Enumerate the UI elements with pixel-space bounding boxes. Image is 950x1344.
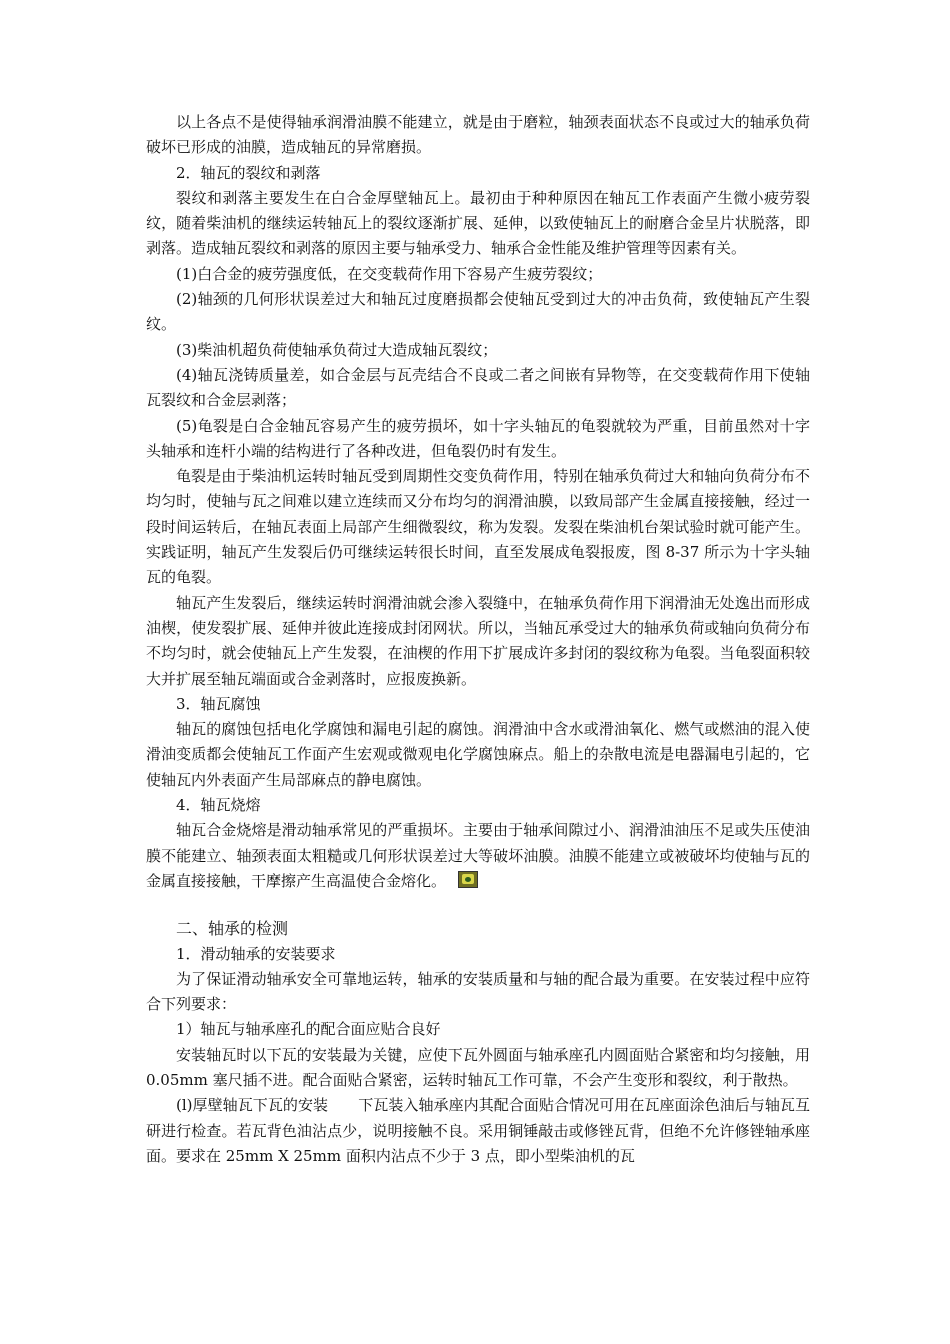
paragraph: 轴瓦产生发裂后，继续运转时润滑油就会渗入裂缝中，在轴承负荷作用下润滑油无处逸出而形成油楔，使发裂扩展、延伸并彼此连接成封闭网状。所以，当轴瓦承受过大的轴承负荷或轴向负荷分布不均匀时，就会使轴瓦上产生发裂，在油楔的作用下扩展成许多封闭的裂纹称为龟裂。当龟裂面积较大并扩展至轴瓦端面或合金剥落时，应报废换新。 xyxy=(146,593,810,688)
paragraph: 为了保证滑动轴承安全可靠地运转，轴承的安装质量和与轴的配合最为重要。在安装过程中应符合下列要求： xyxy=(146,969,810,1014)
paragraph: (l)厚壁轴瓦下瓦的安装 下瓦装入轴承座内其配合面贴合情况可用在瓦座面涂色油后与轴瓦互研进行检查。若瓦背色油沾点少，说明接触不良。采用铜锤敲击或修锉瓦背，但绝不允许修锉轴承座面。要求在 25mm X 25mm 面积内沾点不少于 3 点，即小型柴油机的瓦 xyxy=(146,1096,810,1165)
subheading: 4．轴瓦烧熔 xyxy=(176,796,261,815)
list-item: (2)轴颈的几何形状误差过大和轴瓦过度磨损都会使轴瓦受到过大的冲击负荷，致使轴瓦产生裂纹。 xyxy=(146,290,810,334)
paragraph: 安装轴瓦时以下瓦的安装最为关键，应使下瓦外圆面与轴承座孔内圆面贴合紧密和均匀接触，用 0.05mm 塞尺插不进。配合面贴合紧密，运转时轴瓦工作可靠，不会产生变形和裂纹，利于散热。 xyxy=(146,1045,810,1089)
list-item: (3)柴油机超负荷使轴承负荷过大造成轴瓦裂纹； xyxy=(176,340,498,359)
subheading: 1）轴瓦与轴承座孔的配合面应贴合良好 xyxy=(176,1020,441,1039)
list-item: (1)白合金的疲劳强度低，在交变载荷作用下容易产生疲劳裂纹； xyxy=(176,264,603,283)
paragraph: 以上各点不是使得轴承润滑油膜不能建立，就是由于磨粒，轴颈表面状态不良或过大的轴承负荷破坏已形成的油膜，造成轴瓦的异常磨损。 xyxy=(146,113,810,157)
subheading: 3．轴瓦腐蚀 xyxy=(176,694,261,713)
paragraph: 龟裂是由于柴油机运转时轴瓦受到周期性交变负荷作用，特别在轴承负荷过大和轴向负荷分布不均匀时，使轴与瓦之间难以建立连续而又分布均匀的润滑油膜，以致局部产生金属直接接触，经过一段时间运转后，在轴瓦表面上局部产生细微裂纹，称为发裂。发裂在柴油机台架试验时就可能产生。实践证明，轴瓦产生发裂后仍可继续运转很长时间，直至发展成龟裂报废，图 8-37 所示为十字头轴瓦的龟裂。 xyxy=(146,467,810,587)
embedded-object-icon[interactable] xyxy=(458,871,478,888)
subheading: 2．轴瓦的裂纹和剥落 xyxy=(176,163,321,182)
list-item: (5)龟裂是白合金轴瓦容易产生的疲劳损坏，如十字头轴瓦的龟裂就较为严重，目前虽然对十字头轴承和连杆小端的结构进行了各种改进，但龟裂仍时有发生。 xyxy=(146,416,810,460)
paragraph-with-icon xyxy=(146,818,810,894)
paragraph-text: 轴瓦合金烧熔是滑动轴承常见的严重损坏。主要由于轴承间隙过小、润滑油油压不足或失压使油膜不能建立、轴颈表面太粗糙或几何形状误差过大等破坏油膜。油膜不能建立或被破坏均使轴与瓦的金属直接接触，干摩擦产生高温使合金熔化。 xyxy=(146,821,810,890)
document-page xyxy=(146,110,810,1169)
paragraph: 裂纹和剥落主要发生在白合金厚壁轴瓦上。最初由于种种原因在轴瓦工作表面产生微小疲劳裂纹，随着柴油机的继续运转轴瓦上的裂纹逐渐扩展、延伸，以致使轴瓦上的耐磨合金呈片状脱落，即剥落。造成轴瓦裂纹和剥落的原因主要与轴承受力、轴承合金性能及维护管理等因素有关。 xyxy=(146,188,810,258)
list-item: (4)轴瓦浇铸质量差，如合金层与瓦壳结合不良或二者之间嵌有异物等，在交变载荷作用下使轴瓦裂纹和合金层剥落； xyxy=(146,365,810,410)
section-heading: 二、轴承的检测 xyxy=(176,919,289,939)
paragraph: 轴瓦的腐蚀包括电化学腐蚀和漏电引起的腐蚀。润滑油中含水或滑油氧化、燃气或燃油的混入使滑油变质都会使轴瓦工作面产生宏观或微观电化学腐蚀麻点。船上的杂散电流是电器漏电引起的，它使轴瓦内外表面产生局部麻点的静电腐蚀。 xyxy=(146,720,810,789)
subheading: 1．滑动轴承的安装要求 xyxy=(176,944,336,963)
